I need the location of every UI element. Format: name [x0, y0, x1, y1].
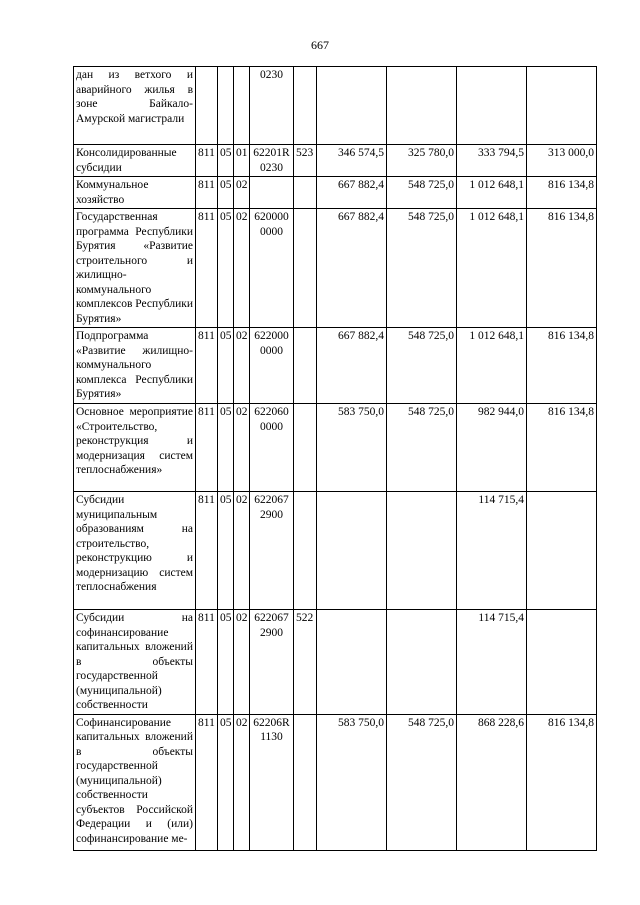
row-name-cell: дан из ветхого и аварийного жилья в зоне Байкало-Амурской магистрали [74, 67, 196, 145]
amount-cell-2: 325 780,0 [387, 145, 457, 177]
expense-type-code-cell [294, 177, 317, 209]
table-row [74, 610, 597, 715]
expense-type-code-cell: 523 [294, 145, 317, 177]
amount-cell-3: 1 012 648,1 [457, 209, 527, 328]
amount-cell-3: 982 944,0 [457, 404, 527, 492]
amount-cell-2: 548 725,0 [387, 209, 457, 328]
amount-cell-1: 667 882,4 [317, 209, 387, 328]
amount-cell-3: 333 794,5 [457, 145, 527, 177]
amount-cell-2 [387, 610, 457, 715]
target-article-code-cell: 622000 0000 [250, 328, 294, 404]
amount-cell-4: 816 134,8 [527, 209, 597, 328]
page-number: 667 [311, 38, 329, 52]
target-article-code-cell: 622067 2900 [250, 492, 294, 610]
amount-cell-1 [317, 67, 387, 145]
row-name-cell: Государственная программа Республики Бурятия «Развитие строительного и жилищно-коммунального комплексов Республики Бурятия» [74, 209, 196, 328]
subsection-code-cell: 02 [234, 177, 250, 209]
section-code-cell: 05 [218, 404, 234, 492]
amount-cell-4 [527, 67, 597, 145]
subsection-code-cell: 02 [234, 209, 250, 328]
section-code-cell: 05 [218, 177, 234, 209]
expense-type-code-cell [294, 404, 317, 492]
table-body [74, 67, 597, 851]
subsection-code-cell: 02 [234, 714, 250, 850]
subsection-code-cell: 01 [234, 145, 250, 177]
table-row [74, 67, 597, 145]
amount-cell-3: 868 228,6 [457, 714, 527, 850]
expense-type-code-cell [294, 714, 317, 850]
table-row [74, 145, 597, 177]
amount-cell-3: 114 715,4 [457, 610, 527, 715]
amount-cell-4: 816 134,8 [527, 714, 597, 850]
grbs-code-cell: 811 [196, 404, 218, 492]
expense-type-code-cell [294, 328, 317, 404]
amount-cell-3: 1 012 648,1 [457, 328, 527, 404]
expense-type-code-cell [294, 492, 317, 610]
grbs-code-cell: 811 [196, 610, 218, 715]
grbs-code-cell: 811 [196, 177, 218, 209]
row-name-cell: Субсидии на софинансирование капитальных вложений в объекты государственной (муниципальной) собственности [74, 610, 196, 715]
section-code-cell: 05 [218, 145, 234, 177]
grbs-code-cell [196, 67, 218, 145]
section-code-cell: 05 [218, 492, 234, 610]
amount-cell-4: 313 000,0 [527, 145, 597, 177]
amount-cell-4: 816 134,8 [527, 404, 597, 492]
target-article-code-cell: 622067 2900 [250, 610, 294, 715]
target-article-code-cell: 0230 [250, 67, 294, 145]
section-code-cell: 05 [218, 328, 234, 404]
amount-cell-2: 548 725,0 [387, 328, 457, 404]
table-row [74, 328, 597, 404]
amount-cell-2 [387, 67, 457, 145]
expense-type-code-cell [294, 67, 317, 145]
subsection-code-cell: 02 [234, 404, 250, 492]
subsection-code-cell: 02 [234, 610, 250, 715]
row-name-cell: Основное мероприятие «Строительство, реконструкция и модернизация систем теплоснабжения» [74, 404, 196, 492]
table-row [74, 492, 597, 610]
amount-cell-2: 548 725,0 [387, 177, 457, 209]
table-row [74, 177, 597, 209]
row-name-cell: Подпрограмма «Развитие жилищно-коммунального комплекса Республики Бурятия» [74, 328, 196, 404]
target-article-code-cell: 622060 0000 [250, 404, 294, 492]
expense-type-code-cell [294, 209, 317, 328]
amount-cell-1: 667 882,4 [317, 328, 387, 404]
row-name-cell: Софинансирование капитальных вложений в объекты государственной (муниципальной) собственности субъектов Российской Федерации и (или) софинансирование ме- [74, 714, 196, 850]
amount-cell-4 [527, 610, 597, 715]
expense-type-code-cell: 522 [294, 610, 317, 715]
amount-cell-3: 114 715,4 [457, 492, 527, 610]
budget-table [73, 66, 597, 851]
amount-cell-4: 816 134,8 [527, 177, 597, 209]
amount-cell-2 [387, 492, 457, 610]
grbs-code-cell: 811 [196, 145, 218, 177]
amount-cell-1 [317, 492, 387, 610]
section-code-cell: 05 [218, 714, 234, 850]
subsection-code-cell: 02 [234, 328, 250, 404]
grbs-code-cell: 811 [196, 492, 218, 610]
row-name-cell: Субсидии муниципальным образованиям на строительство, реконструкцию и модернизацию систем теплоснабжения [74, 492, 196, 610]
amount-cell-3 [457, 67, 527, 145]
subsection-code-cell: 02 [234, 492, 250, 610]
target-article-code-cell: 62201R 0230 [250, 145, 294, 177]
section-code-cell: 05 [218, 610, 234, 715]
target-article-code-cell [250, 177, 294, 209]
grbs-code-cell: 811 [196, 714, 218, 850]
amount-cell-1: 667 882,4 [317, 177, 387, 209]
amount-cell-2: 548 725,0 [387, 714, 457, 850]
target-article-code-cell: 620000 0000 [250, 209, 294, 328]
table-row [74, 714, 597, 850]
grbs-code-cell: 811 [196, 209, 218, 328]
amount-cell-1: 583 750,0 [317, 404, 387, 492]
amount-cell-1: 583 750,0 [317, 714, 387, 850]
table-row [74, 404, 597, 492]
amount-cell-4 [527, 492, 597, 610]
section-code-cell [218, 67, 234, 145]
table-row [74, 209, 597, 328]
subsection-code-cell [234, 67, 250, 145]
amount-cell-2: 548 725,0 [387, 404, 457, 492]
amount-cell-3: 1 012 648,1 [457, 177, 527, 209]
row-name-cell: Консолидированные субсидии [74, 145, 196, 177]
amount-cell-1 [317, 610, 387, 715]
grbs-code-cell: 811 [196, 328, 218, 404]
amount-cell-4: 816 134,8 [527, 328, 597, 404]
row-name-cell: Коммунальное хозяйство [74, 177, 196, 209]
target-article-code-cell: 62206R 1130 [250, 714, 294, 850]
amount-cell-1: 346 574,5 [317, 145, 387, 177]
section-code-cell: 05 [218, 209, 234, 328]
